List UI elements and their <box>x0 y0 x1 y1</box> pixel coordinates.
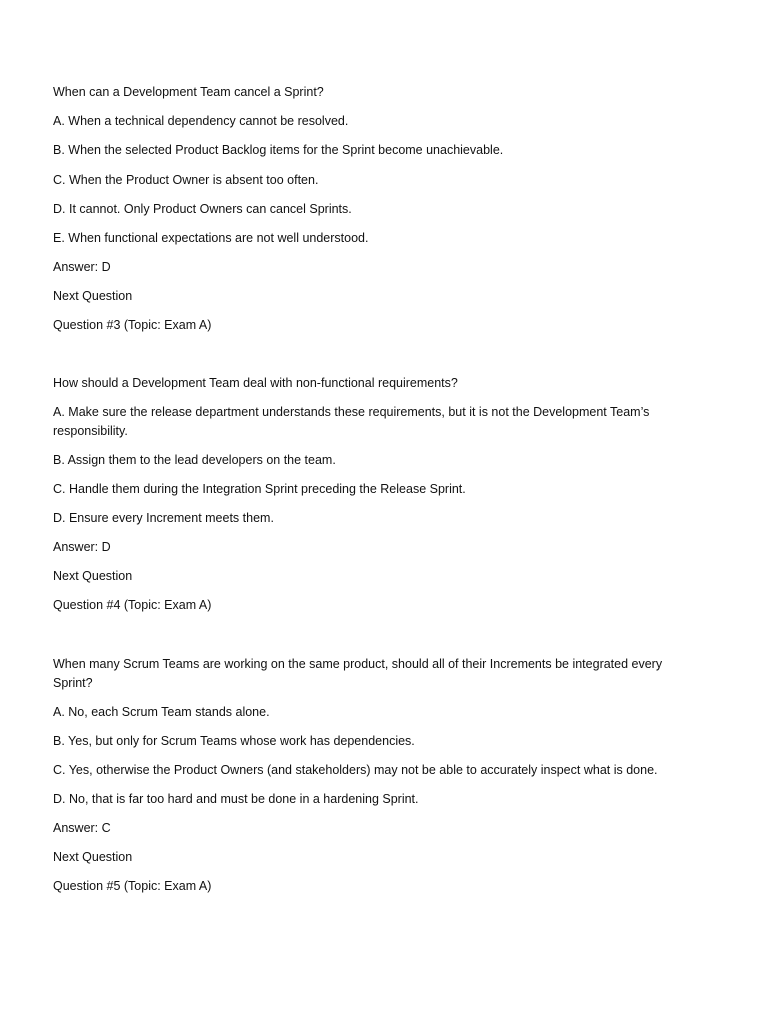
next-question-link: Next Question <box>53 850 133 864</box>
answer-option: C. Handle them during the Integration Sprint preceding the Release Sprint. <box>53 482 466 496</box>
answer-key: Answer: D <box>53 540 111 554</box>
question-heading: Question #3 (Topic: Exam A) <box>53 318 212 332</box>
answer-option: D. It cannot. Only Product Owners can cancel Sprints. <box>53 202 352 216</box>
question-text: How should a Development Team deal with non-functional requirements? <box>53 376 458 390</box>
answer-option: C. When the Product Owner is absent too often. <box>53 173 319 187</box>
answer-option: A. Make sure the release department understands these requirements, but it is not the Development Team’s responsibility. <box>53 405 650 438</box>
next-question-link: Next Question <box>53 289 133 303</box>
answer-option: D. No, that is far too hard and must be done in a hardening Sprint. <box>53 792 419 806</box>
answer-option: C. Yes, otherwise the Product Owners (and stakeholders) may not be able to accurately inspect what is done. <box>53 763 658 777</box>
answer-option: A. No, each Scrum Team stands alone. <box>53 705 270 719</box>
answer-option: B. Assign them to the lead developers on the team. <box>53 453 336 467</box>
answer-option: B. Yes, but only for Scrum Teams whose work has dependencies. <box>53 734 415 748</box>
question-text: When many Scrum Teams are working on the same product, should all of their Increments be integrated every Sprint? <box>53 657 663 690</box>
question-heading: Question #4 (Topic: Exam A) <box>53 598 212 612</box>
answer-option: D. Ensure every Increment meets them. <box>53 511 274 525</box>
answer-option: E. When functional expectations are not well understood. <box>53 231 369 245</box>
answer-option: A. When a technical dependency cannot be resolved. <box>53 114 349 128</box>
answer-option: B. When the selected Product Backlog items for the Sprint become unachievable. <box>53 143 504 157</box>
answer-key: Answer: C <box>53 821 111 835</box>
next-question-link: Next Question <box>53 569 133 583</box>
question-text: When can a Development Team cancel a Sprint? <box>53 85 324 99</box>
question-heading: Question #5 (Topic: Exam A) <box>53 879 212 893</box>
answer-key: Answer: D <box>53 260 111 274</box>
